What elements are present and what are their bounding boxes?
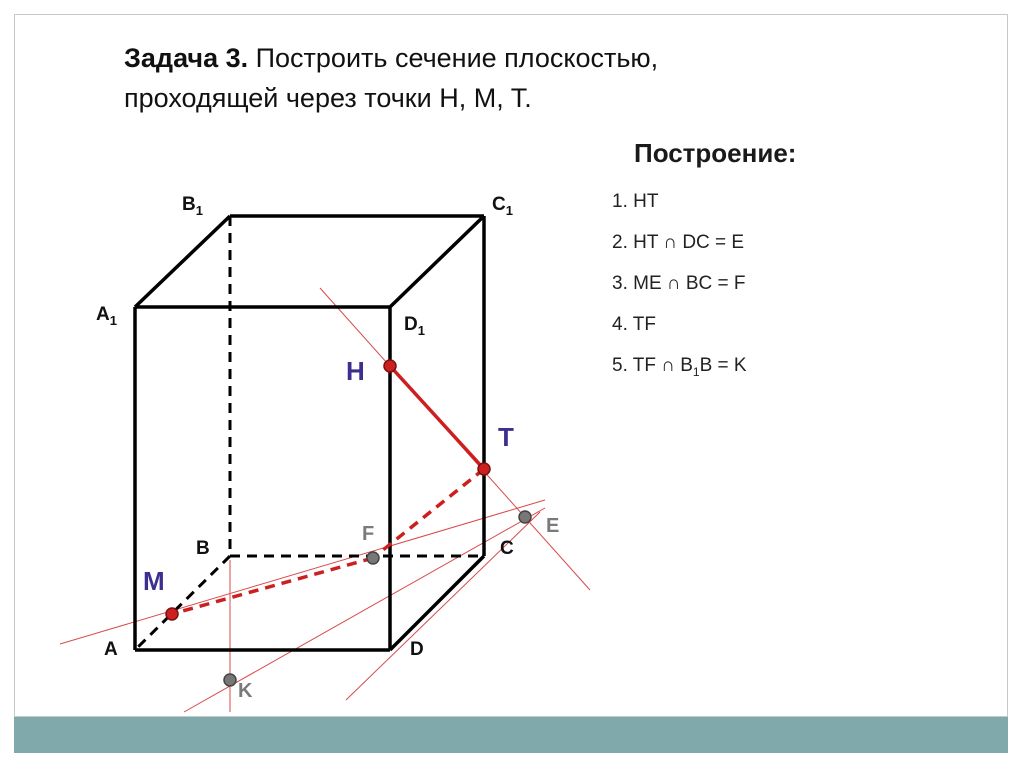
step-item: 4. TF: [612, 314, 656, 335]
label-H: H: [346, 356, 365, 386]
label-A1: $A_1$: [96, 304, 117, 328]
label-E: E: [546, 515, 560, 537]
label-K: K: [238, 680, 253, 702]
label-D1: $D_1$: [404, 314, 425, 338]
label-B1: $B_1$: [182, 194, 203, 218]
construction-heading: Построение:: [634, 138, 797, 168]
step-item: 1. HT: [612, 191, 659, 212]
visible-edges: [135, 216, 484, 650]
label-D: D: [410, 639, 424, 660]
label-B: B: [196, 538, 210, 559]
label-C1: $C_1$: [492, 194, 513, 218]
point-F: [367, 552, 379, 564]
label-F: F: [362, 523, 375, 545]
section-hidden: [172, 469, 484, 614]
edge-C1D1: [390, 216, 484, 307]
point-E: [519, 511, 531, 523]
hidden-edges: [135, 216, 482, 650]
task-text-line2: проходящей через точки H, M, T.: [124, 83, 532, 113]
task-text: Построить сечение плоскостью,: [248, 43, 659, 73]
section-HT: [390, 366, 484, 469]
label-M: M: [143, 566, 165, 596]
point-K: [224, 674, 236, 686]
edge-B1A1: [135, 216, 230, 307]
task-number: Задача 3.: [124, 43, 249, 73]
step-item: 2. HT ∩ DC = E: [612, 232, 745, 253]
point-H: [384, 360, 396, 372]
label-C: C: [500, 538, 514, 559]
label-T: T: [498, 422, 514, 452]
step-item: 5. TF ∩ $B_1B = K$: [612, 355, 747, 379]
step-item: 3. ME ∩ BC = F: [612, 273, 746, 294]
point-M: [166, 608, 178, 620]
point-T: [478, 463, 490, 475]
label-A: A: [104, 639, 118, 660]
line-ME: [60, 500, 545, 644]
point-labels: [143, 356, 514, 596]
section-FM: [172, 558, 373, 614]
edge-DC: [390, 556, 484, 650]
